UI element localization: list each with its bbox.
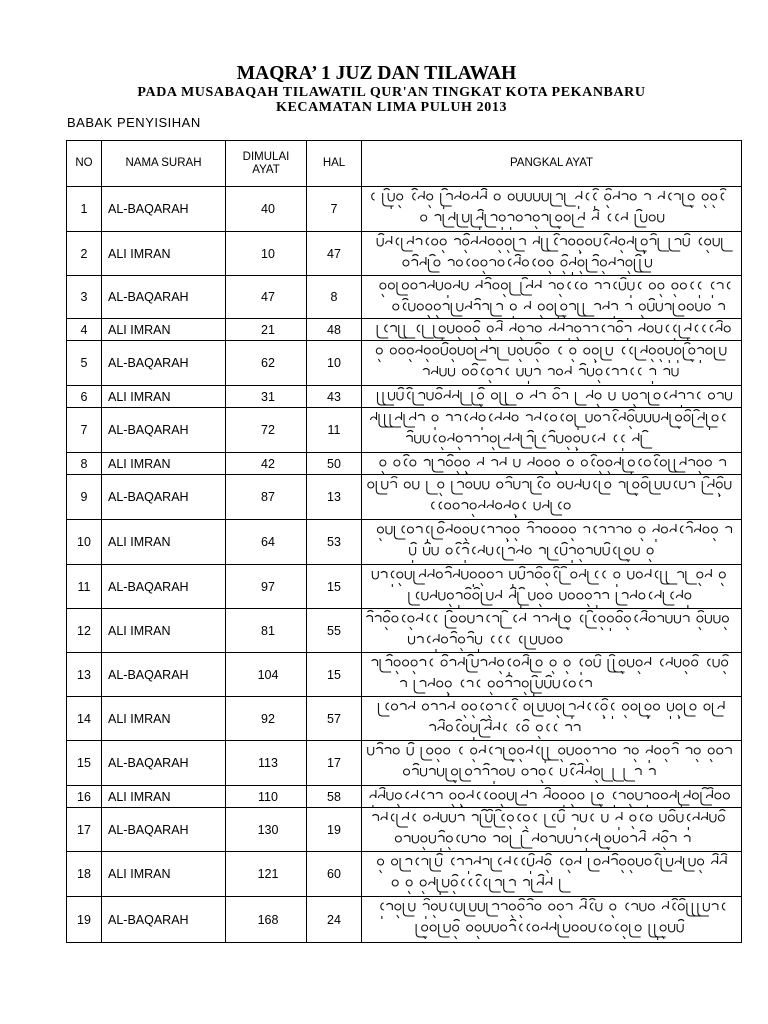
row-number: 9 xyxy=(67,475,102,520)
pangkal-ayat-script-line xyxy=(372,655,729,676)
row-number: 12 xyxy=(67,609,102,653)
pangkal-ayat-cell xyxy=(362,653,742,697)
surah-name: ALI IMRAN xyxy=(102,386,226,408)
surah-name: AL-BAQARAH xyxy=(102,565,226,609)
hal-value: 8 xyxy=(307,276,362,319)
dimulai-ayat-value: 31 xyxy=(226,386,307,408)
row-number: 5 xyxy=(67,341,102,386)
surah-name: ALI IMRAN xyxy=(102,520,226,565)
pangkal-ayat-script-line xyxy=(372,810,725,831)
table-row xyxy=(67,386,742,408)
dimulai-ayat-value: 81 xyxy=(226,609,307,653)
row-number: 14 xyxy=(67,697,102,741)
pangkal-ayat-script xyxy=(362,741,740,785)
hal-value: 48 xyxy=(307,319,362,341)
hal-value: 60 xyxy=(307,852,362,897)
pangkal-ayat-cell xyxy=(362,897,742,943)
pangkal-ayat-script-line xyxy=(368,477,731,498)
pangkal-ayat-cell xyxy=(362,475,742,520)
dimulai-ayat-value: 62 xyxy=(226,341,307,386)
pangkal-ayat-script xyxy=(362,520,740,564)
pangkal-ayat-cell xyxy=(362,808,742,852)
hal-value: 55 xyxy=(307,609,362,653)
dimulai-ayat-value: 104 xyxy=(226,653,307,697)
row-number: 3 xyxy=(67,276,102,319)
dimulai-ayat-value: 168 xyxy=(226,897,307,943)
dimulai-ayat-value: 42 xyxy=(226,453,307,475)
pangkal-ayat-script-line xyxy=(377,321,730,341)
dimulai-ayat-value: 72 xyxy=(226,408,307,453)
dimulai-ayat-value: 10 xyxy=(226,232,307,276)
pangkal-ayat-script-line xyxy=(410,543,654,564)
pangkal-ayat-script xyxy=(362,786,740,807)
row-number: 18 xyxy=(67,852,102,897)
pangkal-ayat-script xyxy=(362,276,740,318)
dimulai-ayat-value: 121 xyxy=(226,852,307,897)
pangkal-ayat-cell xyxy=(362,276,742,319)
table-row xyxy=(67,653,742,697)
row-number: 11 xyxy=(67,565,102,609)
pangkal-ayat-cell xyxy=(362,341,742,386)
dimulai-ayat-value: 47 xyxy=(226,276,307,319)
pangkal-ayat-script xyxy=(362,341,740,385)
pangkal-ayat-script-line xyxy=(393,299,725,319)
pangkal-ayat-cell xyxy=(362,565,742,609)
pangkal-ayat-cell xyxy=(362,852,742,897)
pangkal-ayat-cell xyxy=(362,453,742,475)
row-number: 10 xyxy=(67,520,102,565)
hal-value: 24 xyxy=(307,897,362,943)
table-row xyxy=(67,897,742,943)
table-row xyxy=(67,609,742,653)
pangkal-ayat-script-line xyxy=(403,255,652,276)
hal-value: 57 xyxy=(307,697,362,741)
hal-value: 11 xyxy=(307,408,362,453)
pangkal-ayat-script-line xyxy=(370,788,729,808)
document-title: MAQRA’ 1 JUZ DAN TILAWAH xyxy=(236,63,517,84)
table-row xyxy=(67,319,742,341)
dimulai-ayat-value: 110 xyxy=(226,786,307,808)
pangkal-ayat-cell xyxy=(362,741,742,786)
pangkal-ayat-script xyxy=(362,852,740,896)
row-number: 2 xyxy=(67,232,102,276)
pangkal-ayat-script-line xyxy=(416,920,684,941)
pangkal-ayat-script xyxy=(362,808,740,851)
pangkal-ayat-script-line xyxy=(404,764,656,785)
pangkal-ayat-script-line xyxy=(377,522,731,543)
surah-name: AL-BAQARAH xyxy=(102,741,226,786)
surah-name: ALI IMRAN xyxy=(102,319,226,341)
pangkal-ayat-script xyxy=(362,897,740,942)
table-row xyxy=(67,187,742,232)
pangkal-ayat-script xyxy=(362,653,740,696)
column-header-dimulai-ayat xyxy=(226,141,307,187)
hal-value: 53 xyxy=(307,520,362,565)
pangkal-ayat-script-line xyxy=(366,611,728,632)
surah-name: ALI IMRAN xyxy=(102,453,226,475)
pangkal-ayat-script-line xyxy=(376,343,726,364)
pangkal-ayat-script-line xyxy=(377,234,733,255)
pangkal-ayat-cell xyxy=(362,609,742,653)
dimulai-ayat-value: 130 xyxy=(226,808,307,852)
table-body xyxy=(67,187,742,943)
pangkal-ayat-script xyxy=(362,565,740,608)
hal-value: 17 xyxy=(307,741,362,786)
dimulai-ayat-value: 64 xyxy=(226,520,307,565)
pangkal-ayat-script-line xyxy=(380,278,731,299)
pangkal-ayat-script-line xyxy=(372,567,725,588)
pangkal-ayat-script-line xyxy=(406,431,652,452)
table-row xyxy=(67,341,742,386)
surah-name: ALI IMRAN xyxy=(102,786,226,808)
pangkal-ayat-cell xyxy=(362,232,742,276)
table-row xyxy=(67,697,742,741)
column-header-hal: HAL xyxy=(307,141,362,187)
pangkal-ayat-script-line xyxy=(371,410,726,431)
table-row xyxy=(67,786,742,808)
hal-value: 50 xyxy=(307,453,362,475)
hal-value: 19 xyxy=(307,808,362,852)
hal-value: 7 xyxy=(307,187,362,232)
row-number: 4 xyxy=(67,319,102,341)
pangkal-ayat-script-line xyxy=(409,632,563,653)
column-header-dimulai-ayat-label: DIMULAI AYAT xyxy=(242,150,290,176)
table-row xyxy=(67,741,742,786)
pangkal-ayat-script xyxy=(362,232,740,275)
surah-name: AL-BAQARAH xyxy=(102,408,226,453)
maqra-table xyxy=(66,140,742,943)
column-header-nama-surah: NAMA SURAH xyxy=(102,141,226,187)
surah-name: AL-BAQARAH xyxy=(102,653,226,697)
dimulai-ayat-value: 92 xyxy=(226,697,307,741)
row-number: 6 xyxy=(67,386,102,408)
row-number: 1 xyxy=(67,187,102,232)
section-heading: BABAK PENYISIHAN xyxy=(67,115,201,130)
pangkal-ayat-script xyxy=(362,386,740,407)
pangkal-ayat-script-line xyxy=(378,388,732,408)
surah-name: AL-BAQARAH xyxy=(102,341,226,386)
pangkal-ayat-script-line xyxy=(372,189,727,210)
table-row xyxy=(67,852,742,897)
hal-value: 43 xyxy=(307,386,362,408)
table-row xyxy=(67,808,742,852)
surah-name: AL-BAQARAH xyxy=(102,808,226,852)
table-row xyxy=(67,565,742,609)
document-subtitle-location: KECAMATAN LIMA PULUH 2013 xyxy=(275,100,508,115)
row-number: 13 xyxy=(67,653,102,697)
pangkal-ayat-script-line xyxy=(432,500,571,518)
pangkal-ayat-cell xyxy=(362,786,742,808)
pangkal-ayat-cell xyxy=(362,319,742,341)
hal-value: 13 xyxy=(307,475,362,520)
pangkal-ayat-cell xyxy=(362,520,742,565)
row-number: 8 xyxy=(67,453,102,475)
pangkal-ayat-script xyxy=(362,609,740,652)
hal-value: 10 xyxy=(307,341,362,386)
pangkal-ayat-script-line xyxy=(400,676,591,697)
surah-name: AL-BAQARAH xyxy=(102,187,226,232)
hal-value: 58 xyxy=(307,786,362,808)
surah-name: AL-BAQARAH xyxy=(102,276,226,319)
row-number: 17 xyxy=(67,808,102,852)
table-row xyxy=(67,408,742,453)
pangkal-ayat-script xyxy=(362,475,740,519)
surah-name: ALI IMRAN xyxy=(102,852,226,897)
pangkal-ayat-script-line xyxy=(421,210,664,231)
surah-name: AL-BAQARAH xyxy=(102,897,226,943)
pangkal-ayat-script-line xyxy=(378,854,728,875)
row-number: 19 xyxy=(67,897,102,943)
hal-value: 15 xyxy=(307,653,362,697)
pangkal-ayat-script-line xyxy=(368,743,732,764)
pangkal-ayat-script xyxy=(362,187,740,231)
row-number: 15 xyxy=(67,741,102,786)
row-number: 7 xyxy=(67,408,102,453)
pangkal-ayat-script xyxy=(362,453,740,474)
dimulai-ayat-value: 87 xyxy=(226,475,307,520)
table-row xyxy=(67,520,742,565)
pangkal-ayat-script-line xyxy=(378,699,724,720)
table-row xyxy=(67,453,742,475)
pangkal-ayat-script-line xyxy=(429,720,580,741)
pangkal-ayat-script-line xyxy=(423,364,678,385)
pangkal-ayat-script-line xyxy=(381,899,726,920)
table-row xyxy=(67,475,742,520)
hal-value: 15 xyxy=(307,565,362,609)
pangkal-ayat-script-line xyxy=(409,588,691,609)
dimulai-ayat-value: 21 xyxy=(226,319,307,341)
pangkal-ayat-script-line xyxy=(392,875,571,896)
column-header-no: NO xyxy=(67,141,102,187)
pangkal-ayat-script xyxy=(362,408,740,452)
pangkal-ayat-cell xyxy=(362,408,742,453)
surah-name: ALI IMRAN xyxy=(102,697,226,741)
document-subtitle: PADA MUSABAQAH TILAWATIL QUR'AN TINGKAT KOTA PEKANBARU xyxy=(137,85,646,100)
dimulai-ayat-value: 97 xyxy=(226,565,307,609)
hal-value: 47 xyxy=(307,232,362,276)
pangkal-ayat-cell xyxy=(362,386,742,408)
surah-name: ALI IMRAN xyxy=(102,609,226,653)
pangkal-ayat-script-line xyxy=(395,831,690,852)
row-number: 16 xyxy=(67,786,102,808)
surah-name: ALI IMRAN xyxy=(102,232,226,276)
column-header-pangkal-ayat: PANGKAL AYAT xyxy=(362,141,742,187)
pangkal-ayat-cell xyxy=(362,697,742,741)
table-row xyxy=(67,276,742,319)
pangkal-ayat-cell xyxy=(362,187,742,232)
dimulai-ayat-value: 113 xyxy=(226,741,307,786)
dimulai-ayat-value: 40 xyxy=(226,187,307,232)
pangkal-ayat-script-line xyxy=(380,455,726,475)
pangkal-ayat-script xyxy=(362,319,740,340)
table-header-row xyxy=(67,141,742,187)
pangkal-ayat-script xyxy=(362,697,740,740)
surah-name: AL-BAQARAH xyxy=(102,475,226,520)
table-row xyxy=(67,232,742,276)
